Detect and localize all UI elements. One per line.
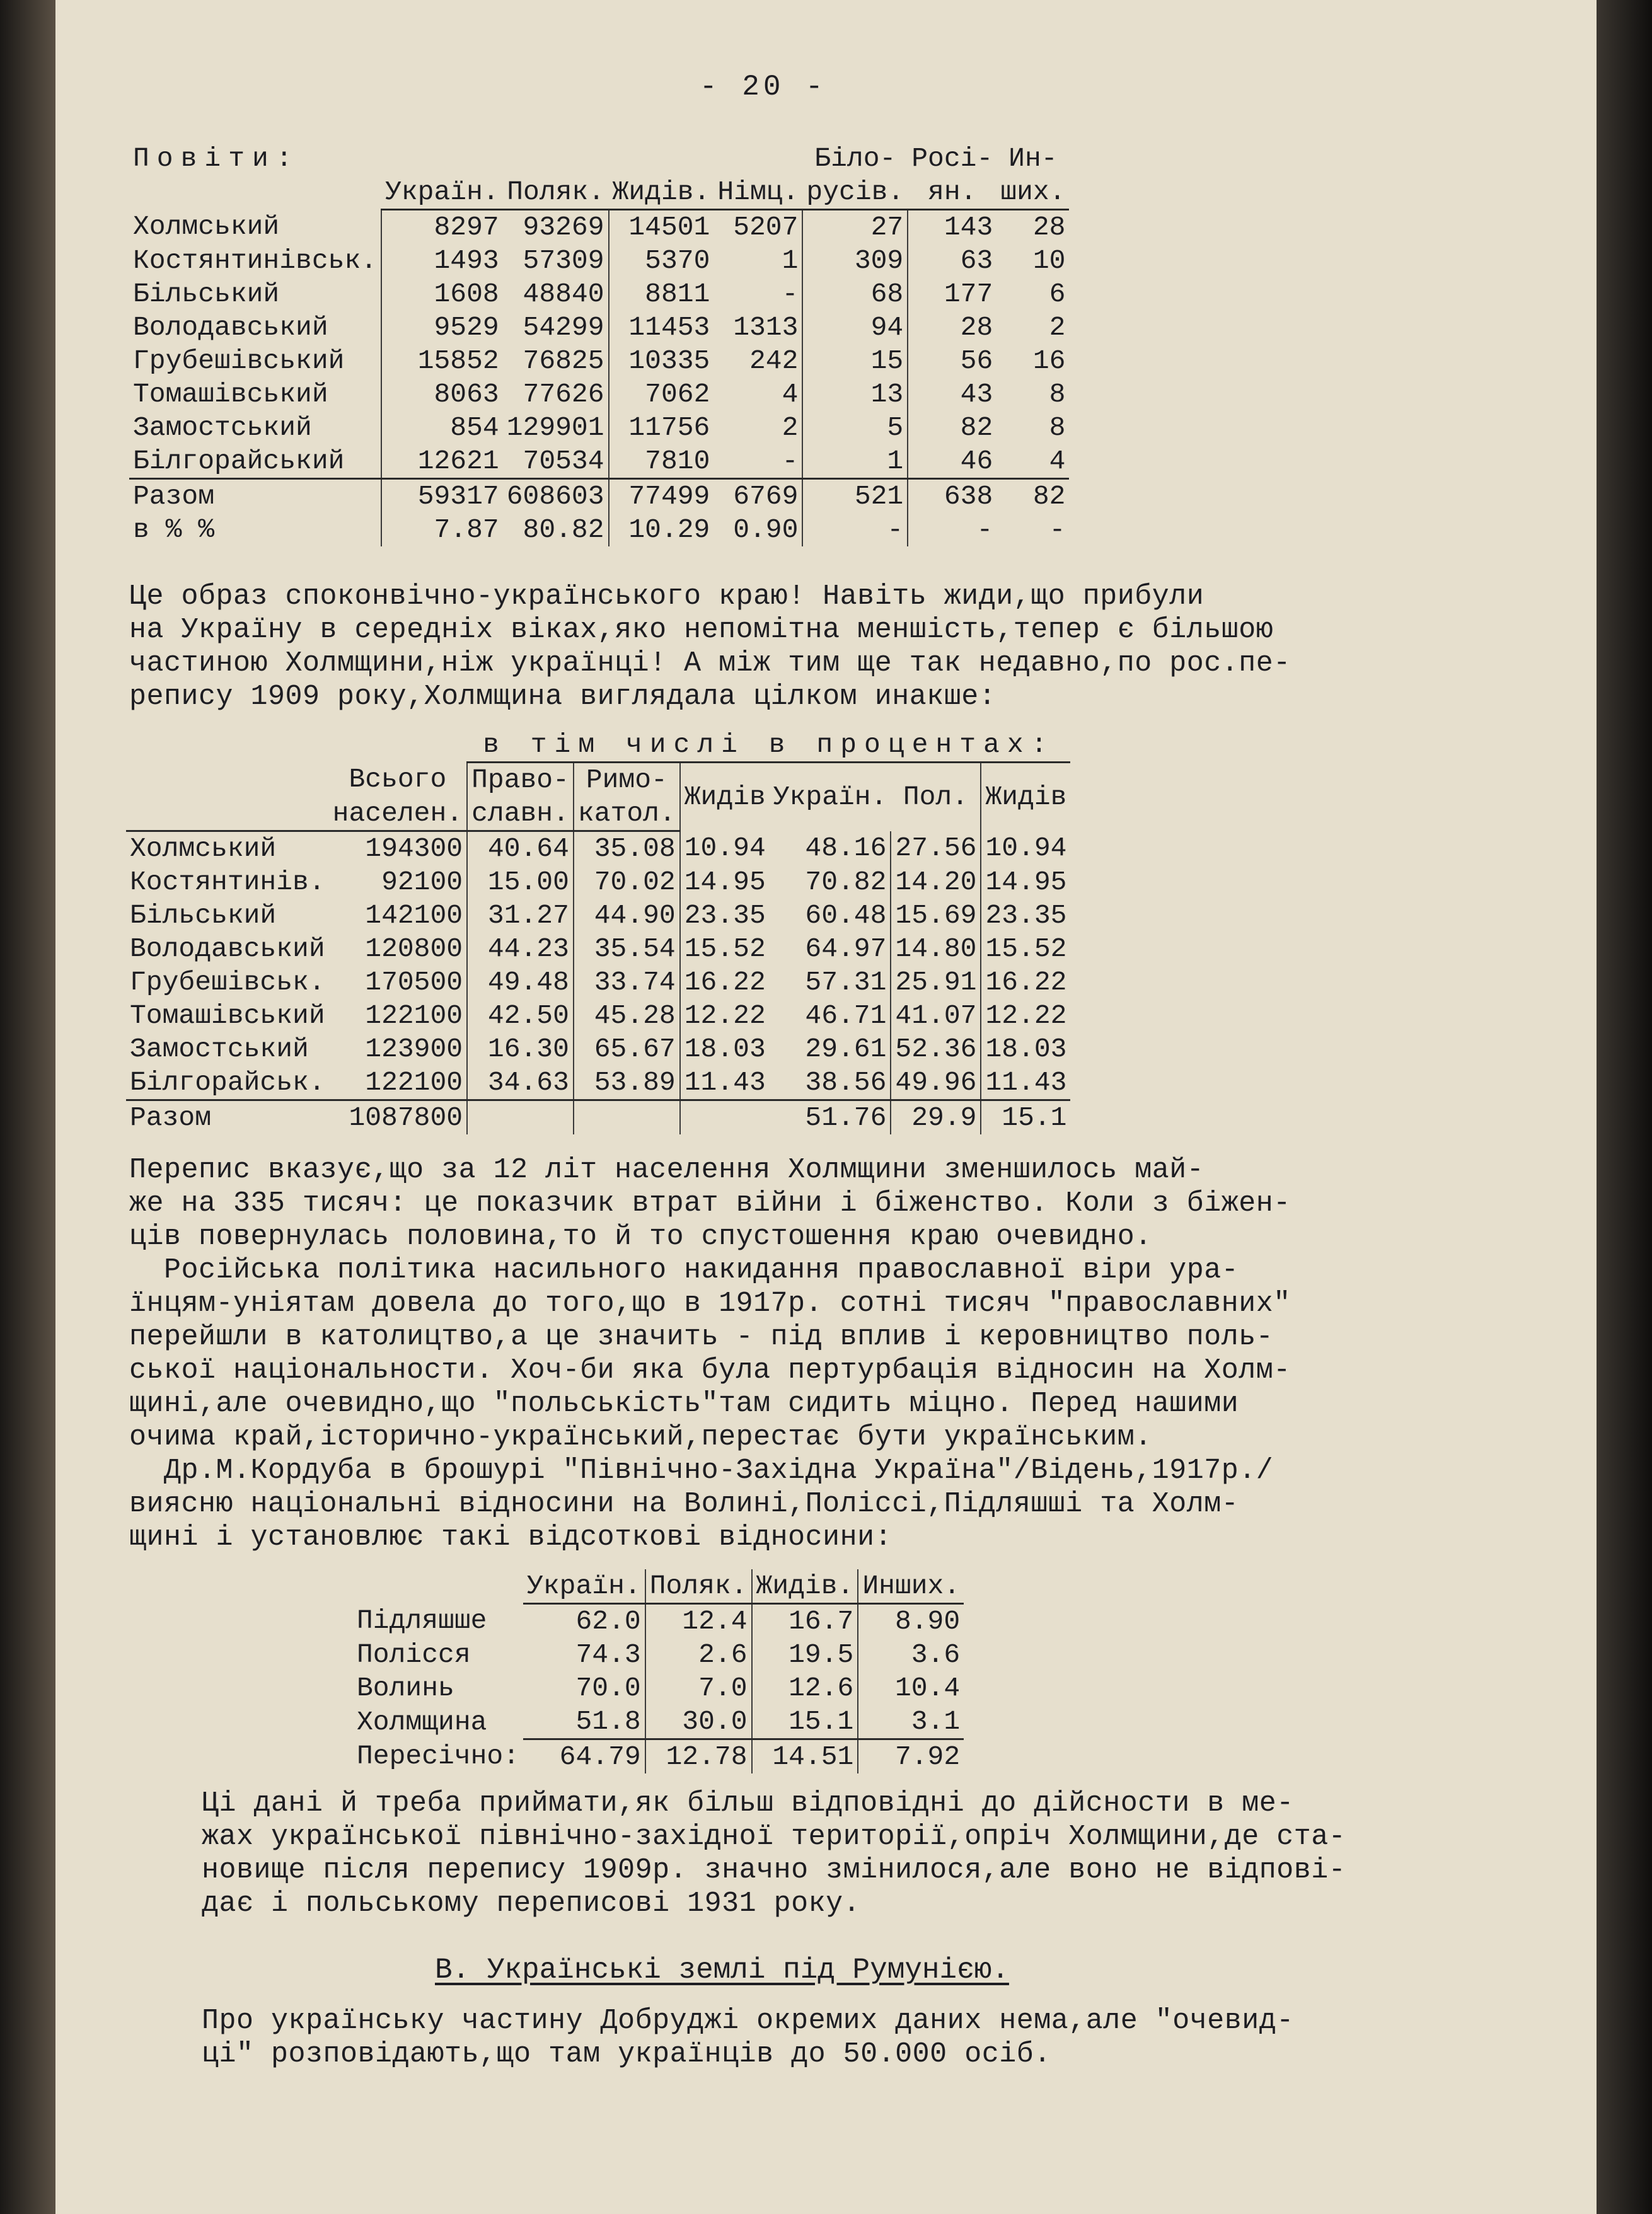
district-name: Костянтинівськ. bbox=[133, 245, 378, 276]
table-row bbox=[126, 899, 1070, 932]
table-cell: 94 bbox=[802, 311, 908, 344]
table-cell: 23.35 bbox=[981, 899, 1070, 932]
table-cell: 10335 bbox=[609, 344, 714, 378]
table-cell: 28 bbox=[1032, 212, 1066, 243]
text-line: ської національности. Хоч-би яка була пертурбація відносин на Холм- bbox=[129, 1354, 1291, 1387]
table-cell: 23.35 bbox=[680, 899, 770, 932]
district-name: Володавський bbox=[133, 312, 328, 343]
table-cell: 1 bbox=[782, 245, 799, 276]
table-row bbox=[126, 999, 1070, 1032]
table-cell: 15852 bbox=[381, 344, 503, 378]
scan-right-edge bbox=[1597, 0, 1652, 2214]
table-cell: 1608 bbox=[381, 277, 503, 311]
header-pol: Пол. bbox=[903, 781, 969, 813]
district-name: Разом bbox=[130, 1102, 212, 1133]
table-cell: 10.29 bbox=[609, 513, 714, 546]
table-cell: 7.0 bbox=[645, 1671, 752, 1705]
table-cell: 18.03 bbox=[680, 1032, 770, 1066]
table-cell: 77499 bbox=[609, 479, 714, 514]
paragraph-1 bbox=[129, 580, 1291, 713]
table-cell: 170500 bbox=[365, 967, 463, 998]
table-cell: 11453 bbox=[609, 311, 714, 344]
table-cell: 70.02 bbox=[574, 865, 680, 899]
header-ukrainians: Україн. bbox=[381, 175, 503, 210]
district-name: Білгорайський bbox=[129, 444, 381, 479]
table-cell: 52.36 bbox=[891, 1032, 981, 1066]
table-cell: 49.96 bbox=[891, 1066, 981, 1100]
region-name: Підляшше bbox=[357, 1605, 487, 1637]
table-cell: 15.52 bbox=[981, 932, 1070, 966]
table-cell: 3.6 bbox=[858, 1638, 964, 1671]
table-cell: 10.94 bbox=[680, 831, 770, 866]
table-cell: 16.7 bbox=[752, 1604, 858, 1639]
table-cell: 64.79 bbox=[559, 1741, 641, 1772]
table-cell: 64.97 bbox=[805, 933, 887, 964]
table-cell: 14.80 bbox=[891, 932, 981, 966]
header-jews-1: Жидів bbox=[680, 763, 770, 831]
table-cell: 18.03 bbox=[981, 1032, 1070, 1066]
table-cell: 70.82 bbox=[805, 867, 887, 897]
table-row bbox=[126, 932, 1070, 966]
table-cell: 1 bbox=[802, 444, 908, 479]
district-name: Більський bbox=[133, 279, 280, 309]
table-cell: 92100 bbox=[381, 867, 463, 897]
table-row bbox=[129, 444, 1069, 479]
table-cell: 15 bbox=[802, 344, 908, 378]
total-row bbox=[126, 1100, 1070, 1135]
district-name: Замостський bbox=[133, 412, 312, 443]
table-cell: 16.22 bbox=[981, 966, 1070, 999]
district-name: Замостський bbox=[130, 1034, 309, 1064]
column-header: Жидів. bbox=[752, 1569, 858, 1604]
table-row bbox=[353, 1604, 964, 1639]
text-line: дає і польському переписові 1931 року. bbox=[202, 1888, 861, 1920]
text-line: їнцям-уніятам довела до того,що в 1917р. сотні тисяч "православних" bbox=[129, 1288, 1291, 1320]
table-cell: 51.76 bbox=[805, 1102, 887, 1133]
header-districts: Повіти: bbox=[133, 143, 300, 174]
table-cell: 59317 bbox=[381, 479, 503, 514]
district-name: Білгорайськ. bbox=[126, 1066, 329, 1100]
table-cell bbox=[467, 1100, 574, 1135]
table-cell: 82 bbox=[1032, 481, 1066, 512]
table-row bbox=[353, 1671, 964, 1705]
table-cell: 14.20 bbox=[891, 865, 981, 899]
table-cell: 68 bbox=[802, 277, 908, 311]
regional-percent-table bbox=[353, 1569, 964, 1773]
table-cell: 27 bbox=[802, 210, 908, 245]
table-cell: 46 bbox=[908, 444, 996, 479]
header-russian-bottom: ян. bbox=[908, 175, 996, 210]
table-cell: 42.50 bbox=[467, 999, 574, 1032]
table-cell: 122100 bbox=[365, 1000, 463, 1031]
paragraph-4 bbox=[202, 2004, 1294, 2071]
table-row bbox=[129, 210, 1069, 245]
table-cell: 63 bbox=[908, 244, 996, 277]
table-cell: 44.90 bbox=[574, 899, 680, 932]
header-germans: Німц. bbox=[713, 175, 802, 210]
table-cell: 120800 bbox=[365, 933, 463, 964]
table-cell: 38.56 bbox=[770, 1066, 891, 1100]
table-row bbox=[126, 831, 1070, 866]
table-cell: 40.64 bbox=[467, 831, 574, 866]
table-cell: 77626 bbox=[523, 379, 604, 410]
table-cell: 608603 bbox=[506, 481, 604, 512]
text-line: ців повернулась половина,то й то спустошення краю очевидно. bbox=[129, 1221, 1152, 1253]
table-cell: 7810 bbox=[609, 444, 714, 479]
table-cell: 4 bbox=[782, 379, 799, 410]
table-cell: 29.9 bbox=[891, 1100, 981, 1135]
table-cell: 8063 bbox=[381, 378, 503, 411]
table-cell: 129901 bbox=[506, 412, 604, 443]
text-line: перейшли в католицтво,а це значить - під вплив і керовництво поль- bbox=[129, 1321, 1274, 1353]
table-cell: - bbox=[782, 279, 799, 309]
table-cell: 309 bbox=[802, 244, 908, 277]
table-cell: 16 bbox=[1032, 345, 1066, 376]
table-cell: 60.48 bbox=[805, 900, 887, 931]
table-cell: 11.43 bbox=[680, 1066, 770, 1100]
table-cell: 8.90 bbox=[858, 1604, 964, 1639]
region-name: Полісся bbox=[357, 1639, 471, 1670]
table-cell: 7062 bbox=[609, 378, 714, 411]
header-total-top: Всього bbox=[349, 764, 447, 795]
table-cell: 143 bbox=[908, 210, 996, 245]
table-cell: 14.95 bbox=[680, 865, 770, 899]
table-cell: 123900 bbox=[365, 1034, 463, 1064]
table-cell: 8297 bbox=[381, 210, 503, 245]
total-row bbox=[129, 479, 1069, 514]
table-cell: 19.5 bbox=[752, 1638, 858, 1671]
header-poles: Поляк. bbox=[503, 175, 609, 210]
table-cell: 10 bbox=[1032, 245, 1066, 276]
table-cell: 54299 bbox=[523, 312, 604, 343]
table-cell: 31.27 bbox=[467, 899, 574, 932]
table-cell: 15.52 bbox=[680, 932, 770, 966]
table-cell: 57309 bbox=[523, 245, 604, 276]
text-line: частиною Холмщини,ніж українці! А між тим ще так недавно,по рос.пе- bbox=[129, 647, 1291, 679]
table-cell: 41.07 bbox=[891, 999, 981, 1032]
text-line: Російська політика насильного накидання православної віри ура- bbox=[129, 1254, 1239, 1286]
header-ukr: Україн. bbox=[773, 781, 887, 813]
header-jews-2: Жидів bbox=[981, 763, 1070, 831]
column-header: Україн. bbox=[523, 1569, 645, 1604]
table-cell: 194300 bbox=[365, 833, 463, 864]
table-cell: 2 bbox=[782, 412, 799, 443]
table-cell: 16.22 bbox=[680, 966, 770, 999]
table-cell: 2.6 bbox=[645, 1638, 752, 1671]
table-cell: 56 bbox=[908, 344, 996, 378]
table-cell: 93269 bbox=[523, 212, 604, 243]
total-row bbox=[353, 1739, 964, 1774]
district-name: Разом bbox=[133, 481, 215, 512]
table-cell: 49.48 bbox=[467, 966, 574, 999]
table-row bbox=[129, 411, 1069, 444]
table-cell: 7.92 bbox=[858, 1739, 964, 1774]
table-cell: 638 bbox=[908, 479, 996, 514]
table-cell: 12.78 bbox=[645, 1739, 752, 1774]
district-name: в % % bbox=[133, 514, 215, 545]
table-cell: 12.22 bbox=[680, 999, 770, 1032]
table-cell: 12621 bbox=[381, 444, 503, 479]
table-cell: 142100 bbox=[365, 900, 463, 931]
table-cell: 74.3 bbox=[575, 1639, 641, 1670]
column-header: Поляк. bbox=[645, 1569, 752, 1604]
text-line: виясню національні відносини на Волині,Поліссі,Підляшші та Холм- bbox=[129, 1488, 1239, 1520]
table-cell: 177 bbox=[908, 277, 996, 311]
header-blank bbox=[353, 1569, 523, 1604]
table-cell: 14.95 bbox=[981, 865, 1070, 899]
table-cell: 2 bbox=[1049, 312, 1066, 343]
column-header: Инших. bbox=[858, 1569, 964, 1604]
table-cell: 1313 bbox=[733, 312, 799, 343]
text-line: репису 1909 року,Холмщина виглядала цілком инакше: bbox=[129, 681, 996, 713]
text-line: Про українську частину Добруджі окремих даних нема,але "очевид- bbox=[202, 2005, 1294, 2037]
table-row bbox=[126, 966, 1070, 999]
table-cell: 16.30 bbox=[467, 1032, 574, 1066]
table-row bbox=[126, 865, 1070, 899]
table-cell: 82 bbox=[908, 411, 996, 444]
header-belarus-bottom: русів. bbox=[802, 175, 908, 210]
table-cell: 13 bbox=[802, 378, 908, 411]
table-cell: 57.31 bbox=[805, 967, 887, 998]
district-name: Томашівський bbox=[130, 1000, 325, 1031]
table-cell: 0.90 bbox=[733, 514, 799, 545]
table-cell: 15.1 bbox=[981, 1100, 1070, 1135]
table-cell: 43 bbox=[908, 378, 996, 411]
district-name: Грубешівський bbox=[133, 345, 345, 376]
table-cell: 25.91 bbox=[891, 966, 981, 999]
table-cell: 45.28 bbox=[574, 999, 680, 1032]
table-cell: 521 bbox=[802, 479, 908, 514]
population-table-percent bbox=[126, 728, 1070, 1134]
table-cell: 12.6 bbox=[752, 1671, 858, 1705]
table-row bbox=[129, 311, 1069, 344]
district-name: Холмський bbox=[130, 833, 277, 864]
table-row bbox=[129, 344, 1069, 378]
table-cell: 10.94 bbox=[981, 831, 1070, 866]
text-line: новище після перепису 1909р. значно змінилося,але воно не відпові- bbox=[202, 1854, 1346, 1886]
table-cell: 35.54 bbox=[574, 932, 680, 966]
table-cell: 29.61 bbox=[805, 1034, 887, 1064]
header-catholic-bottom: катол. bbox=[574, 797, 680, 831]
table-row bbox=[129, 244, 1069, 277]
table-cell: 8811 bbox=[609, 277, 714, 311]
table-cell: 3.1 bbox=[858, 1705, 964, 1739]
table-cell: 44.23 bbox=[467, 932, 574, 966]
table-cell: 28 bbox=[908, 311, 996, 344]
table-cell: 80.82 bbox=[523, 514, 604, 545]
table-cell: 5 bbox=[802, 411, 908, 444]
table-cell: 15.00 bbox=[467, 865, 574, 899]
table-cell: 15.1 bbox=[752, 1705, 858, 1739]
table-cell: 51.8 bbox=[523, 1705, 645, 1739]
table-row bbox=[129, 378, 1069, 411]
header-catholic-top: Римо- bbox=[574, 763, 680, 797]
header-orthodox-top: Право- bbox=[467, 763, 574, 797]
table-cell: - bbox=[908, 513, 996, 546]
table-cell: 46.71 bbox=[805, 1000, 887, 1031]
header-group-percent: в тім числі в процентах: bbox=[467, 728, 1070, 763]
table-cell: 62.0 bbox=[575, 1606, 641, 1637]
table-cell: 122100 bbox=[329, 1066, 467, 1100]
table-row bbox=[126, 1032, 1070, 1066]
text-line: ці" розповідають,що там українців до 50.000 осіб. bbox=[202, 2038, 1051, 2070]
table-cell: 4 bbox=[996, 444, 1069, 479]
text-line: же на 335 тисяч: це показчик втрат війни і біженство. Коли з біжен- bbox=[129, 1187, 1291, 1219]
district-name: Більський bbox=[130, 900, 277, 931]
table-cell: 30.0 bbox=[645, 1705, 752, 1739]
table-row bbox=[353, 1705, 964, 1739]
page-number: - 20 - bbox=[700, 71, 827, 103]
header-orthodox-bottom: славн. bbox=[467, 797, 574, 831]
table-cell: 6 bbox=[1049, 279, 1066, 309]
header-russian-top: Росі- bbox=[911, 143, 993, 174]
text-line: на Україну в середніх віках,яко непомітна меншість,тепер є більшою bbox=[129, 614, 1274, 646]
table-cell: 48.16 bbox=[805, 833, 887, 864]
table-cell: 854 bbox=[381, 411, 503, 444]
text-line: Др.М.Кордуба в брошурі "Північно-Західна Україна"/Відень,1917р./ bbox=[129, 1455, 1274, 1487]
district-name: Грубешівськ. bbox=[130, 967, 325, 998]
text-line: жах української північно-західної території,опріч Холмщини,де ста- bbox=[202, 1821, 1346, 1853]
text-line: щині,але очевидно,що "польськість"там сидить міцно. Перед нашими bbox=[129, 1388, 1239, 1420]
table-cell: 15.69 bbox=[891, 899, 981, 932]
table-cell bbox=[574, 1100, 680, 1135]
district-name: Холмський bbox=[133, 211, 280, 243]
table-cell: 5370 bbox=[609, 244, 714, 277]
table-cell: - bbox=[1049, 514, 1066, 545]
table-cell: 53.89 bbox=[574, 1066, 680, 1100]
percent-row bbox=[129, 513, 1069, 546]
table-cell: 34.63 bbox=[467, 1066, 574, 1100]
text-line: щині і установлює такі відсоткові відносини: bbox=[129, 1521, 892, 1554]
region-name: Холмщина bbox=[357, 1706, 487, 1738]
table-cell: 70534 bbox=[503, 444, 609, 479]
table-cell: 48840 bbox=[523, 279, 604, 309]
table-cell: - bbox=[713, 444, 802, 479]
table-cell: 76825 bbox=[523, 345, 604, 376]
table-cell: 8 bbox=[1049, 412, 1066, 443]
section-heading: В. Українські землі під Румунією. bbox=[435, 1954, 1009, 1986]
table-cell: 9529 bbox=[381, 311, 503, 344]
table-cell: 8 bbox=[1049, 379, 1066, 410]
table-cell: 5207 bbox=[733, 212, 799, 243]
paragraph-2 bbox=[129, 1153, 1291, 1554]
table-cell: 1493 bbox=[381, 244, 503, 277]
table-row bbox=[126, 1066, 1070, 1100]
paragraph-3 bbox=[202, 1787, 1346, 1920]
text-line: очима край,історично-український,перестає бути українським. bbox=[129, 1421, 1152, 1453]
district-name: Володавський bbox=[130, 933, 325, 964]
text-line: Це образ споконвічно-українського краю! Навіть жиди,що прибули bbox=[129, 580, 1204, 613]
table-cell: 70.0 bbox=[575, 1673, 641, 1704]
table-cell bbox=[680, 1100, 770, 1135]
header-other-top: Ин- bbox=[1008, 143, 1058, 174]
table-cell: 6769 bbox=[733, 481, 799, 512]
table-cell: 33.74 bbox=[574, 966, 680, 999]
region-name: Пересічно: bbox=[357, 1741, 520, 1772]
district-name: Томашівський bbox=[133, 379, 328, 410]
text-line: Перепис вказує,що за 12 літ населення Холмщини зменшилось май- bbox=[129, 1154, 1204, 1186]
table-row bbox=[129, 277, 1069, 311]
header-total-bottom: населен. bbox=[329, 797, 467, 831]
table-cell: 27.56 bbox=[891, 831, 981, 866]
population-table-districts bbox=[129, 142, 1069, 546]
table-cell: 14501 bbox=[609, 210, 714, 245]
region-name: Волинь bbox=[357, 1673, 454, 1704]
table-cell: 65.67 bbox=[574, 1032, 680, 1066]
table-cell: 10.4 bbox=[858, 1671, 964, 1705]
table-cell: 11.43 bbox=[981, 1066, 1070, 1100]
header-jews: Жидів. bbox=[609, 175, 714, 210]
table-row bbox=[353, 1638, 964, 1671]
table-cell: 35.08 bbox=[574, 831, 680, 866]
scan-left-edge bbox=[0, 0, 55, 2214]
header-belarus-top: Біло- bbox=[814, 143, 896, 174]
table-cell: 242 bbox=[749, 345, 799, 376]
text-line: Ці дані й треба приймати,як більш відповідні до дійсности в ме- bbox=[202, 1787, 1294, 1819]
header-other-bottom: ших. bbox=[996, 175, 1069, 210]
table-cell: - bbox=[802, 513, 908, 546]
table-cell: 7.87 bbox=[381, 513, 503, 546]
table-cell: 11756 bbox=[609, 411, 714, 444]
table-cell: 14.51 bbox=[752, 1739, 858, 1774]
table-cell: 12.4 bbox=[645, 1604, 752, 1639]
table-cell: 1087800 bbox=[349, 1102, 463, 1133]
district-name: Костянтинів. bbox=[130, 867, 325, 897]
table-cell: 12.22 bbox=[981, 999, 1070, 1032]
